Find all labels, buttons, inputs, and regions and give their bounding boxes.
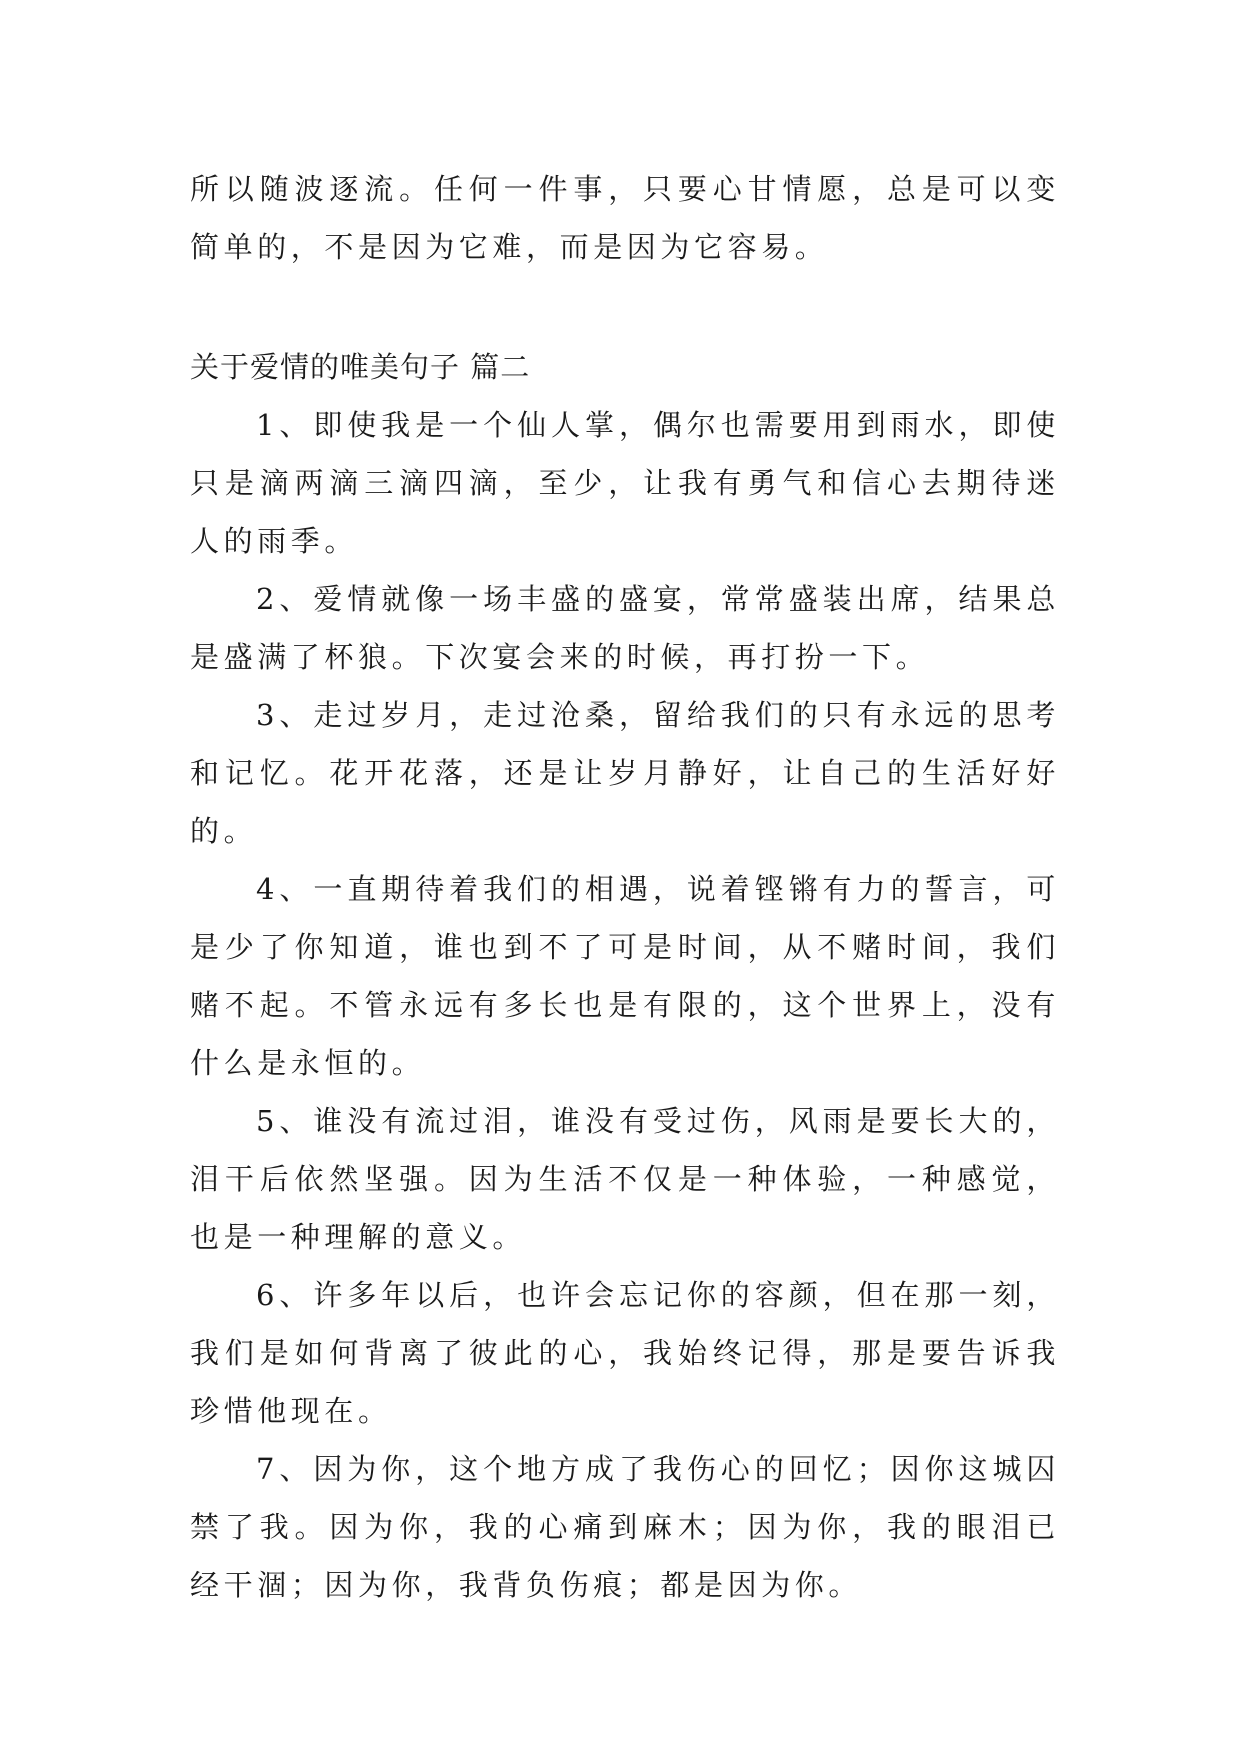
list-item: 3、走过岁月，走过沧桑，留给我们的只有永远的思考和记忆。花开花落，还是让岁月静好，让自己的生活好好的。 bbox=[190, 698, 1060, 848]
intro-paragraph: 所以随波逐流。任何一件事，只要心甘情愿，总是可以变简单的，不是因为它难，而是因为它容易。 bbox=[190, 172, 1060, 264]
list-item: 1、即使我是一个仙人掌，偶尔也需要用到雨水，即使只是滴两滴三滴四滴，至少，让我有勇气和信心去期待迷人的雨季。 bbox=[190, 408, 1060, 558]
quote-list bbox=[190, 396, 1060, 1614]
list-item: 5、谁没有流过泪，谁没有受过伤，风雨是要长大的，泪干后依然坚强。因为生活不仅是一种体验，一种感觉，也是一种理解的意义。 bbox=[190, 1104, 1060, 1254]
document-body bbox=[190, 160, 1060, 1614]
section-heading: 关于爱情的唯美句子 篇二 bbox=[190, 350, 531, 384]
list-item: 2、爱情就像一场丰盛的盛宴，常常盛装出席，结果总是盛满了杯狼。下次宴会来的时候，再打扮一下。 bbox=[190, 582, 1060, 674]
list-item: 7、因为你，这个地方成了我伤心的回忆；因你这城囚禁了我。因为你，我的心痛到麻木；因为你，我的眼泪已经干涸；因为你，我背负伤痕；都是因为你。 bbox=[190, 1452, 1060, 1602]
list-item: 4、一直期待着我们的相遇，说着铿锵有力的誓言，可是少了你知道，谁也到不了可是时间，从不赌时间，我们赌不起。不管永远有多长也是有限的，这个世界上，没有什么是永恒的。 bbox=[190, 872, 1060, 1080]
list-item: 6、许多年以后，也许会忘记你的容颜，但在那一刻，我们是如何背离了彼此的心，我始终记得，那是要告诉我珍惜他现在。 bbox=[190, 1278, 1060, 1428]
